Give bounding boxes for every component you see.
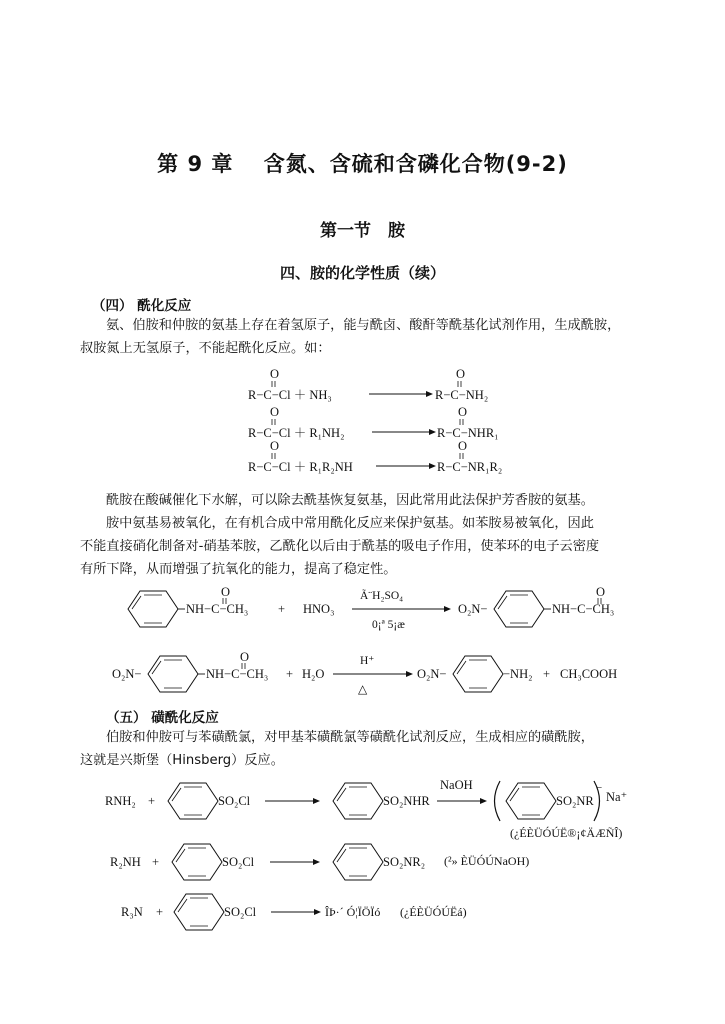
svg-text:+: + bbox=[152, 855, 160, 869]
acylation-para1-line2: 叔胺氮上无氢原子，不能起酰化反应。如： bbox=[80, 341, 331, 356]
r2-under: △ bbox=[358, 682, 368, 696]
acylation-para2: 酰胺在酸碱催化下水解，可以除去酰基恢复氨基，因此常用此法保护芳香胺的氨基。 bbox=[106, 493, 594, 508]
svg-text:O₂N−: O₂N− bbox=[417, 667, 447, 681]
acylation-para3-line2: 不能直接硝化制备对-硝基苯胺，乙酰化以后由于酰基的吸电子作用，使苯环的电子云密度 bbox=[80, 539, 600, 554]
r1-over: Ã¨H₂SO₄ bbox=[360, 590, 404, 602]
svg-text:O: O bbox=[270, 367, 280, 381]
svg-text:O: O bbox=[458, 439, 468, 453]
row3-amine: R₃N bbox=[121, 905, 143, 919]
eq2-right: R−C−NHR₁ bbox=[437, 426, 499, 440]
chapter-title: 第 9 章 含氮、含硫和含磷化合物(9-2) bbox=[157, 152, 568, 176]
row3-note: (¿ÉÈÜÓÚËá) bbox=[400, 905, 467, 919]
svg-text:+: + bbox=[278, 602, 286, 616]
hinsberg-reactions bbox=[0, 775, 725, 935]
svg-text:+: + bbox=[286, 667, 294, 681]
svg-text:+: + bbox=[543, 667, 551, 681]
svg-text:+: + bbox=[156, 905, 164, 919]
sulfonylation-heading: （五） 磺酰化反应 bbox=[106, 710, 219, 726]
hydrolysis-reaction bbox=[0, 646, 725, 702]
svg-text:O: O bbox=[240, 650, 250, 664]
eq3 bbox=[248, 439, 502, 474]
svg-text:O: O bbox=[458, 405, 468, 419]
r1-under: 0¡ª 5¡æ bbox=[372, 619, 405, 631]
row3-product: ÎÞ·´ Ó¦ÏÖÏó bbox=[325, 905, 381, 919]
eq1-right: R−C−NH₂ bbox=[435, 388, 489, 402]
sulfonylation-para-line2: 这就是兴斯堡（Hinsberg）反应。 bbox=[80, 753, 284, 768]
hinsberg-row1 bbox=[105, 778, 627, 840]
svg-text:O₂N−: O₂N− bbox=[112, 667, 142, 681]
eq2-left: R−C−Cl ＋ R₁NH₂ bbox=[248, 426, 345, 440]
svg-text:O: O bbox=[270, 439, 280, 453]
row1-reagent: SO₂Cl bbox=[218, 794, 251, 808]
svg-text:−NH₂: −NH₂ bbox=[503, 667, 533, 681]
eq3-left: R−C−Cl ＋ R₁R₂NH bbox=[248, 460, 353, 474]
eq1-left: R−C−Cl ＋ NH₃ bbox=[248, 388, 332, 402]
svg-text:O₂N−: O₂N− bbox=[458, 602, 488, 616]
svg-text:NH−C−CH₃: NH−C−CH₃ bbox=[552, 602, 615, 616]
r2-over: H⁺ bbox=[360, 655, 375, 667]
nitration-reaction bbox=[0, 582, 725, 642]
hinsberg-row2 bbox=[110, 844, 529, 880]
row1-over: NaOH bbox=[440, 778, 473, 792]
row1-note: (¿ÉÈÜÓÚË®¡¢ÄÆÑÎ) bbox=[510, 826, 623, 840]
eq1 bbox=[248, 367, 488, 402]
eq2 bbox=[248, 405, 499, 440]
hinsberg-row3 bbox=[121, 894, 467, 930]
r2-reagent: H₂O bbox=[302, 667, 325, 681]
benzene-ring bbox=[128, 591, 178, 627]
acylation-para3-line1: 胺中氨基易被氧化，在有机合成中常用酰化反应来保护氨基。如苯胺易被氧化，因此 bbox=[106, 516, 594, 531]
eq3-right: R−C−NR₁R₂ bbox=[437, 460, 503, 474]
acylation-heading: （四） 酰化反应 bbox=[92, 298, 192, 314]
svg-text:NH−C−CH₃: NH−C−CH₃ bbox=[206, 667, 269, 681]
svg-text:O: O bbox=[456, 367, 466, 381]
row1-product: SO₂NHR bbox=[383, 794, 430, 808]
row2-amine: R₂NH bbox=[110, 855, 141, 869]
row2-reagent: SO₂Cl bbox=[222, 855, 255, 869]
svg-text:O: O bbox=[270, 405, 280, 419]
row1-salt: SO₂NR bbox=[556, 794, 594, 808]
r2-byproduct: CH₃COOH bbox=[560, 667, 618, 681]
row2-product: SO₂NR₂ bbox=[383, 855, 426, 869]
r1-reagent: HNO₃ bbox=[303, 602, 335, 616]
row1-amine: RNH₂ bbox=[105, 794, 136, 808]
subsection-title: 四、胺的化学性质（续） bbox=[279, 264, 445, 282]
svg-text:O: O bbox=[596, 585, 606, 599]
row1-cation: Na⁺ bbox=[606, 790, 628, 804]
sulfonylation-para-line1: 伯胺和仲胺可与苯磺酰氯，对甲基苯磺酰氯等磺酰化试剂反应，生成相应的磺酰胺， bbox=[106, 730, 594, 745]
row1-charge: − bbox=[596, 782, 603, 794]
svg-text:O: O bbox=[221, 585, 231, 599]
section-title: 第一节 胺 bbox=[320, 221, 405, 241]
svg-text:+: + bbox=[148, 794, 156, 808]
row3-reagent: SO₂Cl bbox=[224, 905, 257, 919]
row2-note: (²» ÈÜÓÚNaOH) bbox=[444, 854, 530, 868]
svg-text:NH−C−CH₃: NH−C−CH₃ bbox=[186, 602, 249, 616]
acylation-para3-line3: 有所下降，从而增强了抗氧化的能力，提高了稳定性。 bbox=[80, 562, 397, 577]
acylation-para1-line1: 氨、伯胺和仲胺的氨基上存在着氢原子，能与酰卤、酸酐等酰基化试剂作用，生成酰胺， bbox=[106, 318, 621, 333]
acylation-equations bbox=[0, 362, 725, 482]
